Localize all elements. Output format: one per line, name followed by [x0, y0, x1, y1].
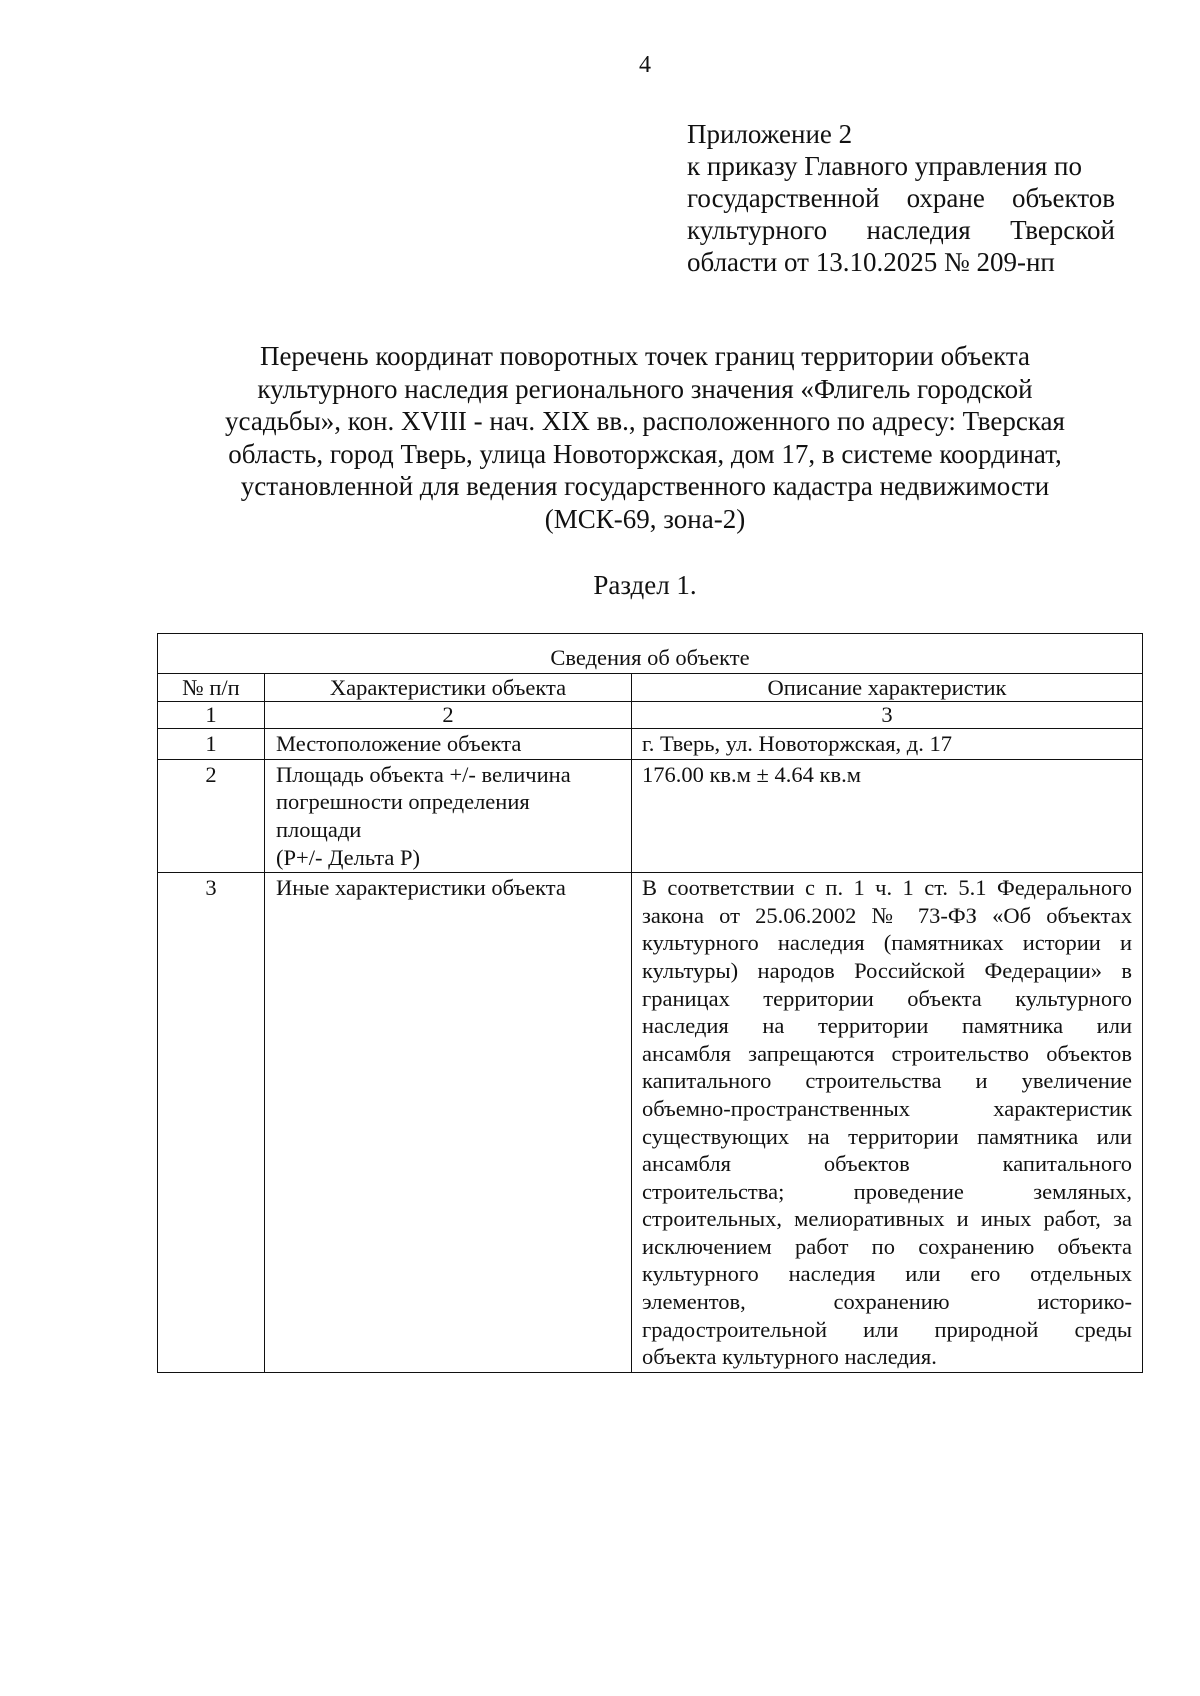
- document-title: [160, 340, 1130, 535]
- table-caption: Сведения об объекте: [158, 634, 1143, 674]
- description-line: элементов, сохранению историко-: [642, 1289, 1132, 1315]
- description-line: 176.00 кв.м ± 4.64 кв.м: [642, 761, 861, 787]
- description-line: закона от 25.06.2002 № 73-ФЗ «Об объектах: [642, 902, 1132, 928]
- column-header-number: № п/п: [158, 673, 265, 702]
- title-line: Перечень координат поворотных точек границ территории объекта: [259, 341, 1031, 371]
- row-characteristic: [265, 759, 632, 872]
- column-number-row: [158, 702, 1143, 729]
- description-line: границах территории объекта культурного: [642, 985, 1132, 1011]
- table-row: [158, 759, 1143, 872]
- characteristic-line: Местоположение объекта: [276, 731, 522, 757]
- description-line: ансамбля объектов капитального: [642, 1151, 1132, 1177]
- title-line: культурного наследия регионального значения «Флигель городской: [257, 373, 1033, 404]
- appendix-line: государственной охране объектов: [687, 183, 1115, 213]
- table-row: [158, 873, 1143, 1373]
- title-line: установленной для ведения государственного кадастра недвижимости: [240, 471, 1050, 501]
- description-line: наследия на территории памятника или: [642, 1013, 1132, 1039]
- column-header-description: Описание характеристик: [632, 673, 1143, 702]
- object-info-table: [157, 633, 1143, 1373]
- row-number: 3: [158, 873, 265, 1373]
- row-number: 1: [158, 729, 265, 760]
- description-line: г. Тверь, ул. Новоторжская, д. 17: [642, 731, 953, 757]
- column-number: 3: [632, 702, 1143, 729]
- characteristic-line: Иные характеристики объекта: [276, 875, 566, 901]
- row-description: [632, 873, 1143, 1373]
- table-row: [158, 729, 1143, 760]
- appendix-title: Приложение 2: [687, 119, 853, 149]
- row-characteristic: [265, 873, 632, 1373]
- description-line: объемно-пространственных характеристик: [642, 1095, 1132, 1121]
- title-line: область, город Тверь, улица Новоторжская, дом 17, в системе координат,: [228, 438, 1062, 469]
- description-line: объекта культурного наследия.: [642, 1344, 937, 1370]
- description-line: исключением работ по сохранению объекта: [642, 1233, 1132, 1259]
- title-line: (МСК-69, зона-2): [544, 503, 746, 534]
- table-header-row: [158, 673, 1143, 702]
- description-line: культуры) народов Российской Федерации» в: [642, 957, 1132, 983]
- description-line: существующих на территории памятника или: [642, 1123, 1132, 1149]
- appendix-line: культурного наследия Тверской: [687, 215, 1115, 245]
- description-line: ансамбля запрещаются строительство объектов: [642, 1040, 1132, 1066]
- description-line: градостроительной или природной среды: [642, 1316, 1132, 1342]
- description-line: культурного наследия (памятниках истории и: [642, 930, 1132, 956]
- characteristic-line: Площадь объекта +/- величина: [276, 761, 571, 787]
- row-description: [632, 759, 1143, 872]
- appendix-line: области от 13.10.2025 № 209-нп: [687, 247, 1055, 277]
- appendix-block: [687, 118, 1115, 278]
- row-characteristic: [265, 729, 632, 760]
- title-line: усадьбы», кон. XVIII - нач. XIX вв., расположенного по адресу: Тверская: [225, 406, 1065, 436]
- section-heading: Раздел 1.: [593, 570, 697, 600]
- description-line: культурного наследия или его отдельных: [642, 1261, 1132, 1287]
- appendix-line: к приказу Главного управления по: [687, 151, 1082, 181]
- row-number: 2: [158, 759, 265, 872]
- column-number: 2: [265, 702, 632, 729]
- row-description: [632, 729, 1143, 760]
- characteristic-line: погрешности определения: [276, 789, 530, 815]
- column-number: 1: [158, 702, 265, 729]
- characteristic-line: (Р+/- Дельта Р): [276, 844, 421, 870]
- description-line: капитального строительства и увеличение: [642, 1068, 1132, 1094]
- description-line: строительных, мелиоративных и иных работ, за: [642, 1206, 1132, 1232]
- characteristic-line: площади: [276, 816, 362, 842]
- description-line: строительства; проведение земляных,: [642, 1178, 1132, 1204]
- column-header-characteristic: Характеристики объекта: [265, 673, 632, 702]
- page-number: 4: [639, 52, 651, 78]
- description-line: В соответствии с п. 1 ч. 1 ст. 5.1 Федерального: [642, 875, 1132, 901]
